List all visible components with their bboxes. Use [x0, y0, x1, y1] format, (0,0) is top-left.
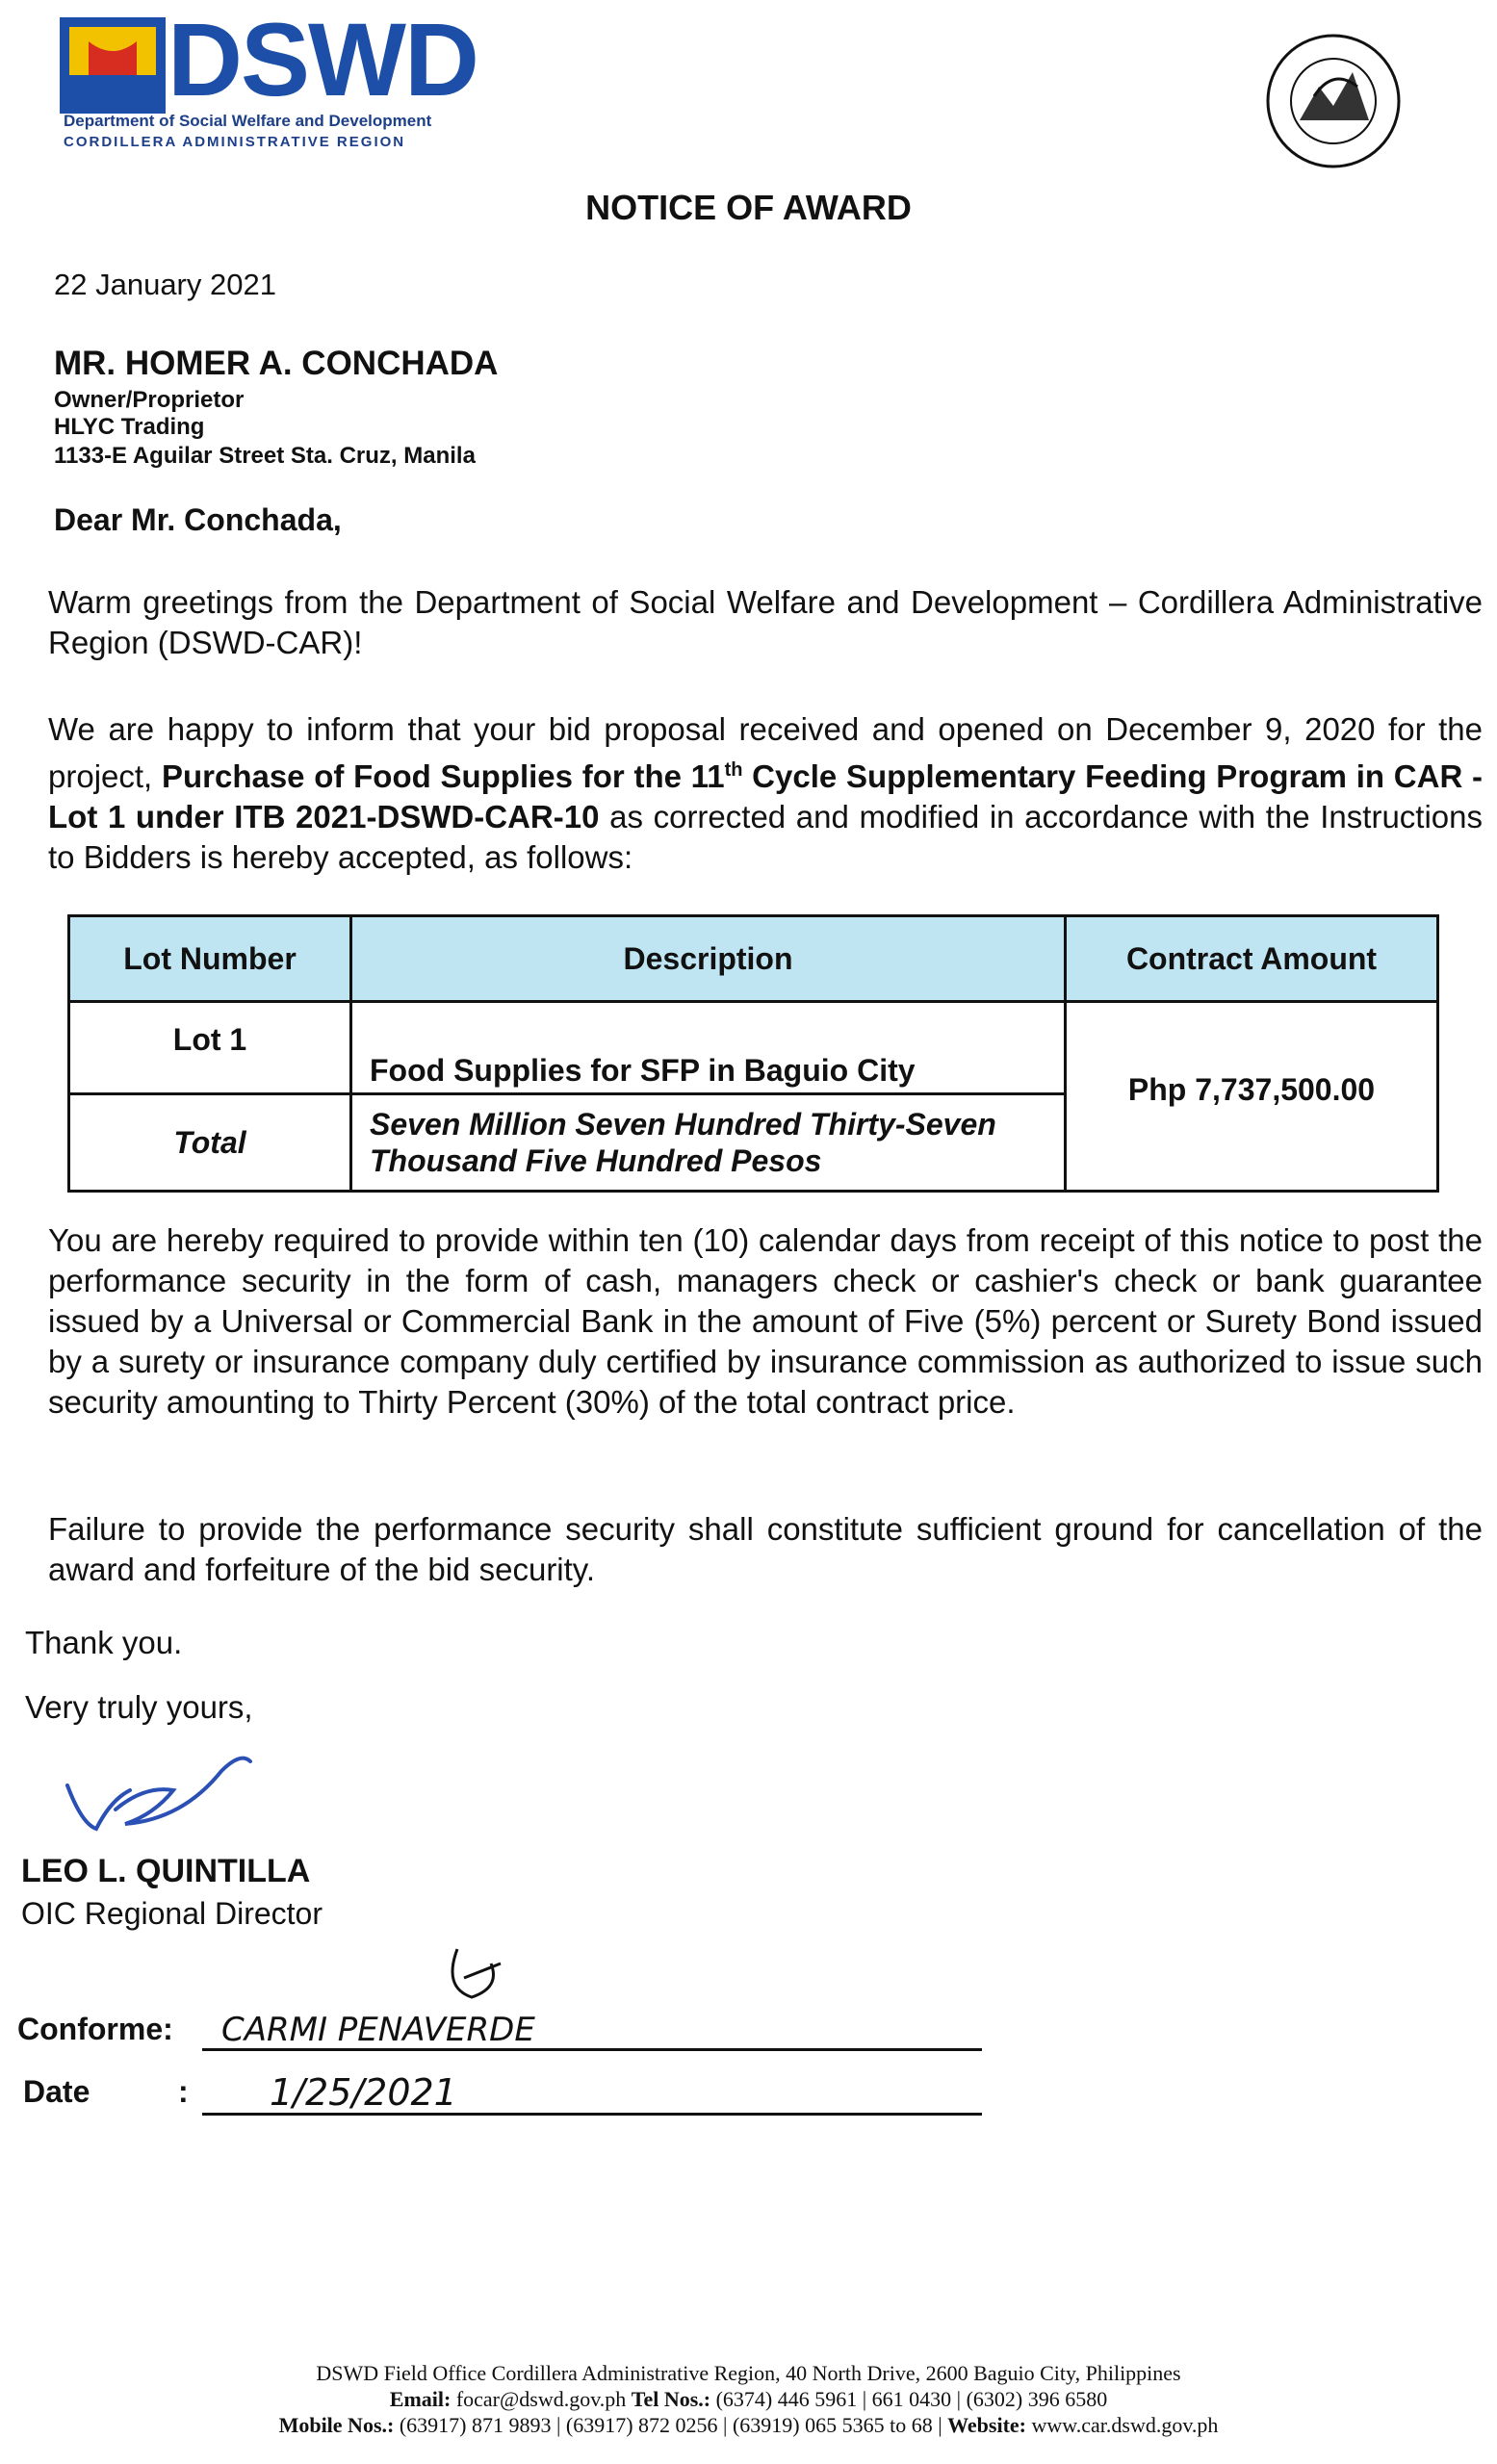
date-colon: :	[178, 2074, 189, 2109]
footer-contacts	[0, 2386, 1497, 2413]
date-handwriting	[265, 2045, 554, 2122]
footer-tel: (6374) 446 5961 | 661 0430 | (6302) 396 6580	[710, 2387, 1108, 2411]
logo-subtitle: Department of Social Welfare and Development	[64, 112, 432, 130]
footer-website-label: Website:	[947, 2413, 1027, 2437]
ordinal-suffix: th	[724, 759, 743, 781]
letter-date: 22 January 2021	[54, 268, 276, 301]
dswd-logo	[60, 1, 477, 152]
logo-region: CORDILLERA ADMINISTRATIVE REGION	[64, 134, 406, 150]
greeting-paragraph: Warm greetings from the Department of Social Welfare and Development – Cordillera Administrative Region (DSWD-CAR)!	[48, 584, 1483, 660]
failure-paragraph: Failure to provide the performance security shall constitute sufficient ground for cancellation of the award and forfeiture of the bid security.	[48, 1511, 1483, 1587]
date-label: Date	[23, 2074, 90, 2109]
conforme-label: Conforme:	[17, 2012, 173, 2046]
handwritten-signature	[58, 1732, 270, 1838]
lot-cell: Lot 1	[69, 1002, 351, 1094]
dswd-emblem-icon	[60, 17, 166, 114]
addressee-position: Owner/Proprietor	[54, 387, 245, 413]
performance-security-paragraph: You are hereby required to provide within ten (10) calendar days from receipt of this notice to post the performance security in the form of cash, managers check or cashier's check or bank guarantee issued by a Universal or Commercial Bank in the amount of Five (5%) percent or Surety Bond issued by a surety or insurance company duly certified by insurance commission as authorized to issue such security amounting to Thirty Percent (30%) of the total contract price.	[48, 1222, 1483, 1420]
footer-mobile-web	[0, 2412, 1497, 2439]
conforme-handwriting	[212, 1930, 712, 2055]
header-contract-amount: Contract Amount	[1066, 916, 1438, 1002]
footer-address: DSWD Field Office Cordillera Administrative Region, 40 North Drive, 2600 Baguio City, Philippines	[316, 2361, 1181, 2385]
footer-tel-label: Tel Nos.:	[631, 2387, 711, 2411]
total-words-cell: Seven Million Seven Hundred Thirty-Seven Thousand Five Hundred Pesos	[351, 1094, 1066, 1192]
table-row	[69, 1002, 1438, 1094]
thanks-text: Thank you.	[25, 1625, 183, 1660]
footer-email: focar@dswd.gov.ph	[451, 2387, 632, 2411]
table-header-row	[69, 916, 1438, 1002]
footer-website: www.car.dswd.gov.ph	[1026, 2413, 1219, 2437]
total-label-cell: Total	[69, 1094, 351, 1192]
signer-title: OIC Regional Director	[21, 1896, 323, 1931]
award-table	[67, 914, 1439, 1193]
header-description: Description	[351, 916, 1066, 1002]
addressee-company: HLYC Trading	[54, 414, 205, 440]
document-title: NOTICE OF AWARD	[585, 188, 912, 227]
closing-text: Very truly yours,	[25, 1689, 253, 1725]
salutation: Dear Mr. Conchada,	[54, 502, 342, 537]
addressee-name: MR. HOMER A. CONCHADA	[54, 345, 499, 382]
signer-name: LEO L. QUINTILLA	[21, 1853, 311, 1889]
footer-email-label: Email:	[389, 2387, 452, 2411]
addressee-address: 1133-E Aguilar Street Sta. Cruz, Manila	[54, 443, 476, 469]
logo-wordmark: DSWD	[168, 1, 477, 117]
date-line	[202, 2113, 982, 2116]
footer-mobile: (63917) 871 9893 | (63917) 872 0256 | (63919) 065 5365 to 68 |	[394, 2413, 948, 2437]
acceptance-text-2: as corrected and modified in accordance with the Instructions to Bidders is hereby accepted, as follows:	[48, 799, 1484, 875]
one-cordillera-seal-icon	[1261, 29, 1406, 173]
description-cell: Food Supplies for SFP in Baguio City	[351, 1002, 1066, 1094]
svg-text:CARMI PENAVERDE: CARMI PENAVERDE	[221, 2011, 535, 2049]
project-name-1: Purchase of Food Supplies for the 11	[161, 758, 725, 794]
acceptance-text-1: We are happy to inform that your bid proposal received and opened on December 9, 2020 for the project,	[48, 711, 1483, 794]
amount-cell: Php 7,737,500.00	[1066, 1002, 1438, 1192]
acceptance-paragraph	[48, 709, 1483, 878]
header-lot-number: Lot Number	[69, 916, 351, 1002]
project-name-2: Cycle Supplementary Feeding Program in CAR - Lot 1 under ITB 2021-DSWD-CAR-10	[48, 758, 1483, 834]
footer-mobile-label: Mobile Nos.:	[278, 2413, 395, 2437]
svg-text:1/25/2021: 1/25/2021	[270, 2071, 457, 2114]
